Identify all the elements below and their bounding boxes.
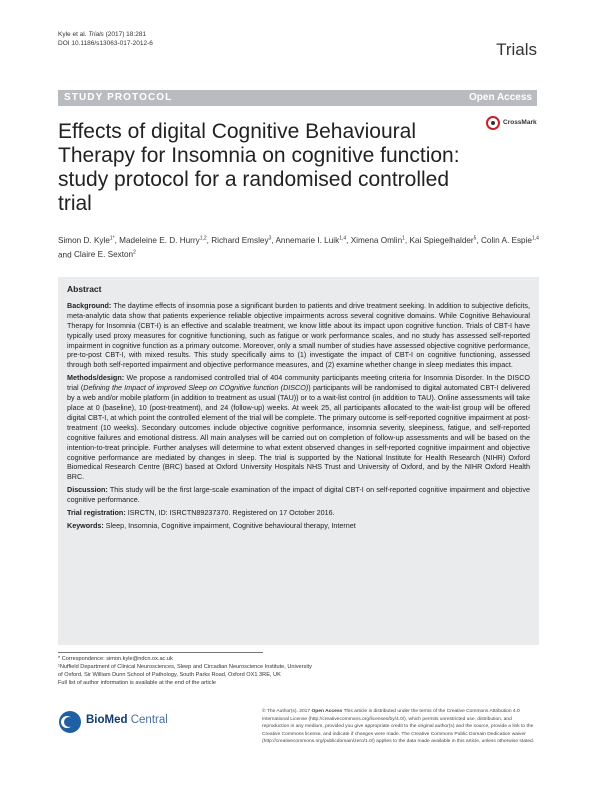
author-affiliation: 1,2 <box>199 235 207 241</box>
footnotes <box>58 655 318 687</box>
article-type-label: STUDY PROTOCOL <box>64 92 173 103</box>
author: Colin A. Espie$^{1,4}$ <box>481 235 539 245</box>
abstract-methods: Methods/design: We propose a randomised controlled trial of 404 community participants meeting criteria for Insomnia Disorder. In the DISCO trial (Defining the Impact of improved Sleep on COgnitive function (DISCO)) participants will be randomised to digital automated CBT-I delivered by a web and/or mobile platform (in addition to treatment as usual (TAU)) or to a wait-list control (in addition to TAU). Online assessments will take place at 0 (baseline), 10 (post-treatment), and 24 (follow-up) weeks. At week 25, all participants allocated to the wait-list group will be offered digital CBT-I, at which point the controlled element of the trial will be complete. The primary outcome is self-reported cognitive impairment at post-treatment (10 weeks). Secondary outcomes include objective cognitive performance, insomnia severity, sleepiness, fatigue, and self-reported cognitive failures and emotional distress. All main analyses will be carried out on completion of follow-up assessments and will be based on the intention-to-treat principle. Further analyses will determine to what extent observed changes in self-reported cognitive impairment and objective cognitive performance are mediated by changes in sleep. The trial is supported by the National Institute for Health Research (NIHR) Oxford Biomedical Research Centre (BRC) based at Oxford University Hospitals NHS Trust and University of Oxford, and by the NIHR Oxford Health BRC. <box>67 373 530 482</box>
citation-journal: Trials <box>88 31 104 38</box>
journal-name: Trials <box>496 40 537 59</box>
author: Richard Emsley$^3$, <box>211 235 276 245</box>
author-affiliation: 5 <box>473 235 477 241</box>
open-access-label: Open Access <box>469 92 532 103</box>
abstract-background: Background: The daytime effects of insomnia pose a significant burden to patients and drive treatment seeking. In addition to subjective deficits, meta-analytic data show that patients experience reliable objective impairments across several cognitive domains. While Cognitive Behavioural Therapy for Insomnia (CBT-I) is an effective and scalable treatment, we know little about its impact upon cognitive function. Trials of CBT-I have typically used proxy measures for cognitive functioning, such as fatigue or work performance scales, and no study has assessed self-reported impairment in cognitive function as a primary outcome. Moreover, only a small number of studies have assessed objective cognitive performance, pre-to-post CBT-I, with mixed results. This study specifically aims to (1) investigate the impact of CBT-I on cognitive functioning, assessed through both self-reported impairment and objective performance measures, and (2) examine whether change in sleep mediates this impact. <box>67 300 530 370</box>
license-body: This article is distributed under the terms of the Creative Commons Attribution 4.0 International License (http://creativecommons.org/licenses/by/4.0/), which permits unrestricted use, distribution, and reproduction in any medium, provided you give appropriate credit to the original author(s) and the source, provide a link to the Creative Commons license, and indicate if changes were made. The Creative Commons Public Domain Dedication waiver (http://creativecommons.org/publicdomain/zero/1.0/) applies to the data made available in this article, unless otherwise stated. <box>262 709 535 744</box>
author-conjunction: and <box>58 250 72 260</box>
author: Claire E. Sexton$^2$ <box>73 249 136 260</box>
license-open-access: Open Access <box>311 709 343 714</box>
article-title: Effects of digital Cognitive Behavioural Therapy for Insomnia on cognitive function: study protocol for a randomised controlled trial <box>58 120 460 215</box>
citation-rest: (2017) 18:281 <box>105 31 147 38</box>
affiliation-note: ¹Nuffield Department of Clinical Neurosciences, Sleep and Circadian Neuroscience Institute, University of Oxford, Sir William Dunn School of Pathology, South Parks Road, Oxford OX1 3RE, UK <box>58 664 312 678</box>
publisher-logo <box>58 708 178 736</box>
section-label: Methods/design: <box>67 373 125 383</box>
section-label: Keywords: <box>67 520 104 530</box>
publisher-name: BioMed Central <box>86 714 168 726</box>
author: Madeleine E. D. Hurry$^{1,2}$, <box>119 235 212 245</box>
crossmark-badge[interactable] <box>486 114 546 134</box>
abstract-heading: Abstract <box>67 284 102 294</box>
copyright: © The Author(s). 2017 <box>262 709 311 714</box>
trial-acronym: Defining the Impact of improved Sleep on COgnitive function (DISCO) <box>83 383 309 393</box>
author-list <box>58 232 540 261</box>
abstract-discussion: Discussion: This study will be the first large-scale examination of the impact of digital CBT-I on self-reported cognitive impairment and objective cognitive performance. <box>67 485 530 505</box>
correspondence-note[interactable]: * Correspondence: simon.kyle@ndcn.ox.ac.uk <box>58 656 173 662</box>
author: Ximena Omlin$^1$, <box>350 235 410 245</box>
article-type-banner <box>58 90 537 106</box>
citation-line <box>58 30 153 39</box>
abstract-box <box>58 277 539 645</box>
author-affiliation: 3 <box>268 235 272 241</box>
license-text <box>262 708 540 746</box>
footnote-divider <box>58 652 263 653</box>
author-affiliation: 1* <box>109 235 115 241</box>
running-header <box>58 30 153 48</box>
citation-prefix: Kyle et al. <box>58 31 87 38</box>
crossmark-icon <box>486 116 500 130</box>
abstract-keywords: Keywords: Sleep, Insomnia, Cognitive impairment, Cognitive behavioural therapy, Internet <box>67 520 356 530</box>
author-affiliation: 2 <box>133 249 136 256</box>
author-affiliation: 1 <box>402 235 405 241</box>
section-label: Trial registration: <box>67 508 126 518</box>
section-label: Discussion: <box>67 485 108 495</box>
author: Annemarie I. Luik$^{1,4}$, <box>275 235 351 245</box>
crossmark-label: CrossMark <box>503 119 537 126</box>
author: Simon D. Kyle$^{1*}$, <box>58 235 120 245</box>
author-affiliation: 1,4 <box>531 235 539 241</box>
section-label: Background: <box>67 300 112 310</box>
author-affiliation: 1,4 <box>339 235 347 241</box>
doi[interactable]: DOI 10.1186/s13063-017-2012-6 <box>58 40 153 47</box>
author-info-note: Full list of author information is available at the end of the article <box>58 680 216 686</box>
biomed-central-logo-icon <box>58 710 82 734</box>
abstract-registration: Trial registration: ISRCTN, ID: ISRCTN89237370. Registered on 17 October 2016. <box>67 508 335 518</box>
author: Kai Spiegelhalder$^5$, <box>409 235 481 245</box>
